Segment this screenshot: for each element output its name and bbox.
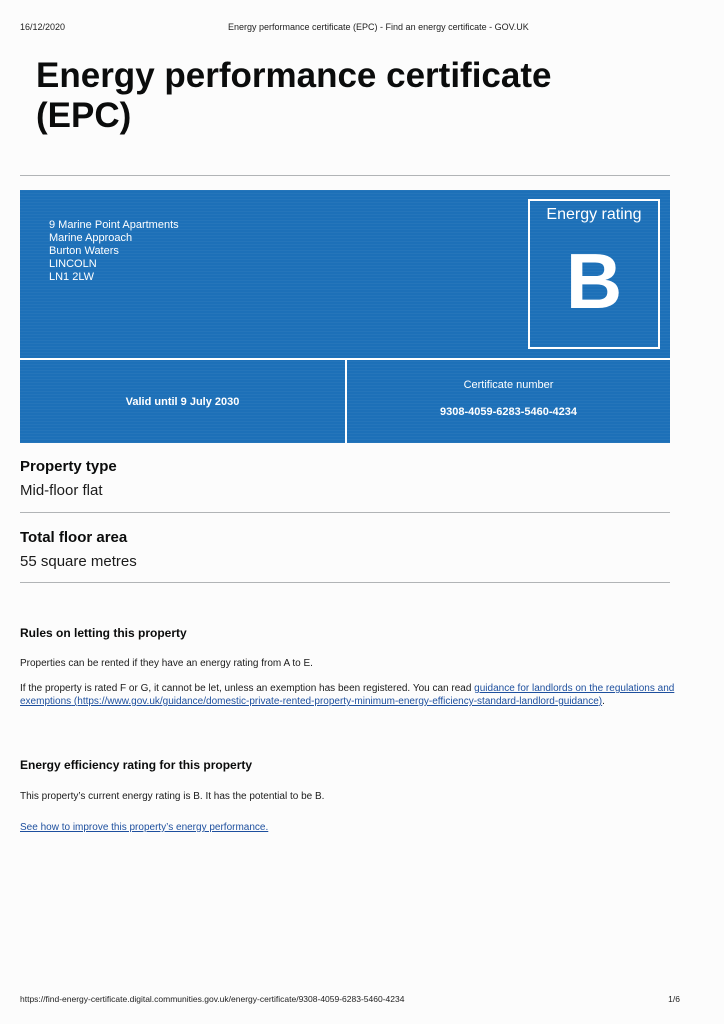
floor-area-value: 55 square metres [20,553,137,570]
print-url: https://find-energy-certificate.digital.communities.gov.uk/energy-certificate/9308-4059-6283-5460-4234 [20,994,405,1004]
floor-area-heading: Total floor area [20,529,128,546]
improve-performance-link[interactable]: See how to improve this property’s energy performance. [20,822,269,833]
print-page-number: 1/6 [668,994,680,1004]
epc-summary-panel [20,190,670,443]
panel-divider-vertical [345,358,347,443]
property-type-value: Mid-floor flat [20,482,103,499]
page-title-line-1: Energy performance certificate [36,56,552,95]
page-title-line-2: (EPC) [36,96,132,135]
energy-rating-label: Energy rating [546,206,642,223]
energy-rating-box [528,199,660,349]
letting-rules-text: Properties can be rented if they have an energy rating from A to E. [20,658,313,669]
divider [20,582,670,583]
improve-performance-paragraph [20,821,675,834]
exemption-text-suffix: . [602,696,605,707]
landlord-guidance-link-text: guidance for landlords on the regulations and exemptions [20,683,675,707]
page-title [36,56,656,136]
print-page-title: Energy performance certificate (EPC) - Find an energy certificate - GOV.UK [228,22,529,32]
certificate-number-label: Certificate number [463,379,554,391]
address-line-3: Burton Waters [49,245,119,257]
divider [20,175,670,176]
certificate-number: 9308-4059-6283-5460-4234 [439,406,577,418]
valid-until: Valid until 9 July 2030 [125,396,240,408]
energy-rating-letter: B [565,237,623,325]
address-line-2: Marine Approach [49,232,133,244]
letting-exemption-text [20,682,675,708]
landlord-guidance-url: (https://www.gov.uk/guidance/domestic-private-rented-property-minimum-energy-efficiency-standard-landlord-guidance) [73,696,603,707]
property-address [49,219,179,284]
exemption-text-prefix: If the property is rated F or G, it cannot be let, unless an exemption has been registered. You can read [20,683,475,694]
efficiency-rating-text: This property’s current energy rating is B. It has the potential to be B. [20,791,325,802]
print-date: 16/12/2020 [20,22,66,32]
property-type-heading: Property type [20,458,117,475]
address-line-4: LINCOLN [49,258,97,270]
efficiency-rating-heading: Energy efficiency rating for this property [20,758,253,772]
address-line-5: LN1 2LW [49,271,95,283]
letting-rules-heading: Rules on letting this property [20,626,187,640]
divider [20,512,670,513]
address-line-1: 9 Marine Point Apartments [49,219,179,231]
